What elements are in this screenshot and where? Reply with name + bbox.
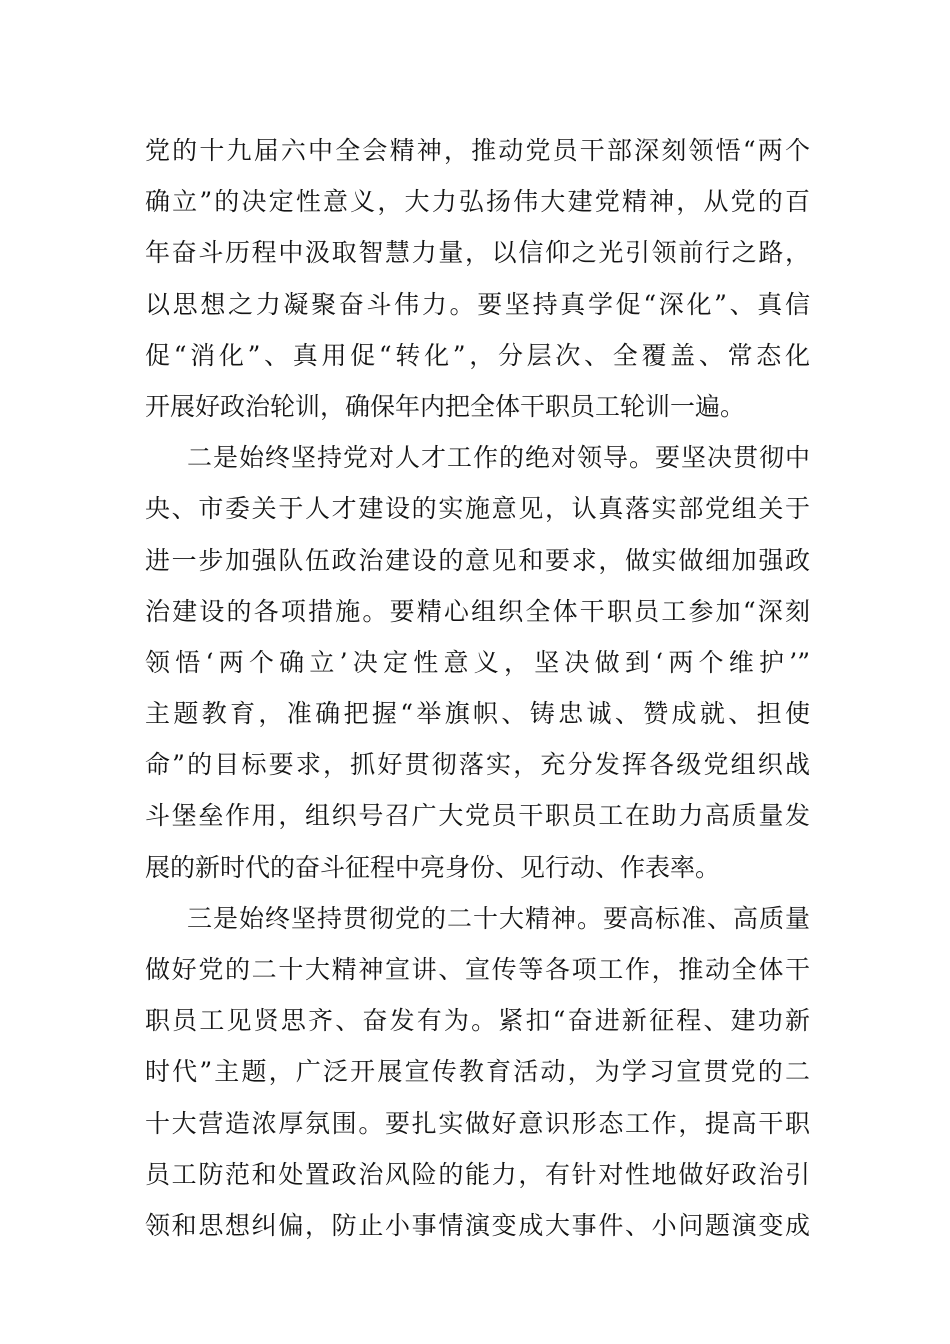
text-line: 展的新时代的奋斗征程中亮身份、见行动、作表率。 [145,852,721,882]
paragraph-3 [145,893,810,1251]
text-line: 领悟‘两个确立’决定性意义，坚决做到‘两个维护’” [145,647,810,677]
paragraph-2 [145,432,810,893]
text-line: 二是始终坚持党对人才工作的绝对领导。要坚决贯彻中 [187,443,810,473]
text-line: 十大营造浓厚氛围。要扎实做好意识形态工作，提高干职 [145,1108,810,1138]
text-line: 做好党的二十大精神宣讲、宣传等各项工作，推动全体干 [145,955,810,984]
text-line: 年奋斗历程中汲取智慧力量，以信仰之光引领前行之路， [145,238,810,268]
text-line: 确立”的决定性意义，大力弘扬伟大建党精神，从党的百 [145,187,810,217]
text-line: 领和思想纠偏，防止小事情演变成大事件、小问题演变成 [145,1210,810,1240]
text-line: 三是始终坚持贯彻党的二十大精神。要高标准、高质量 [187,903,810,933]
text-line: 命”的目标要求，抓好贯彻落实，充分发挥各级党组织战 [145,750,810,780]
text-line: 职员工见贤思齐、奋发有为。紧扣“奋进新征程、建功新 [145,1006,810,1036]
text-line: 进一步加强队伍政治建设的意见和要求，做实做细加强政 [145,545,810,575]
text-line: 以思想之力凝聚奋斗伟力。要坚持真学促“深化”、真信 [145,289,810,319]
text-line: 党的十九届六中全会精神，推动党员干部深刻领悟“两个 [145,136,810,165]
text-line: 时代”主题，广泛开展宣传教育活动，为学习宣贯党的二 [145,1057,810,1087]
text-line: 斗堡垒作用，组织号召广大党员干职员工在助力高质量发 [145,801,810,831]
paragraph-1 [145,125,810,432]
text-line: 主题教育，准确把握“举旗帜、铸忠诚、赞成就、担使 [145,699,810,729]
text-line: 促“消化”、真用促“转化”，分层次、全覆盖、常态化 [145,340,810,370]
text-line: 员工防范和处置政治风险的能力，有针对性地做好政治引 [145,1159,810,1189]
text-line: 治建设的各项措施。要精心组织全体干职员工参加“深刻 [145,596,810,626]
document-body [145,125,810,1251]
text-line: 开展好政治轮训，确保年内把全体干职员工轮训一遍。 [145,391,746,421]
text-line: 央、市委关于人才建设的实施意见，认真落实部党组关于 [145,494,810,524]
